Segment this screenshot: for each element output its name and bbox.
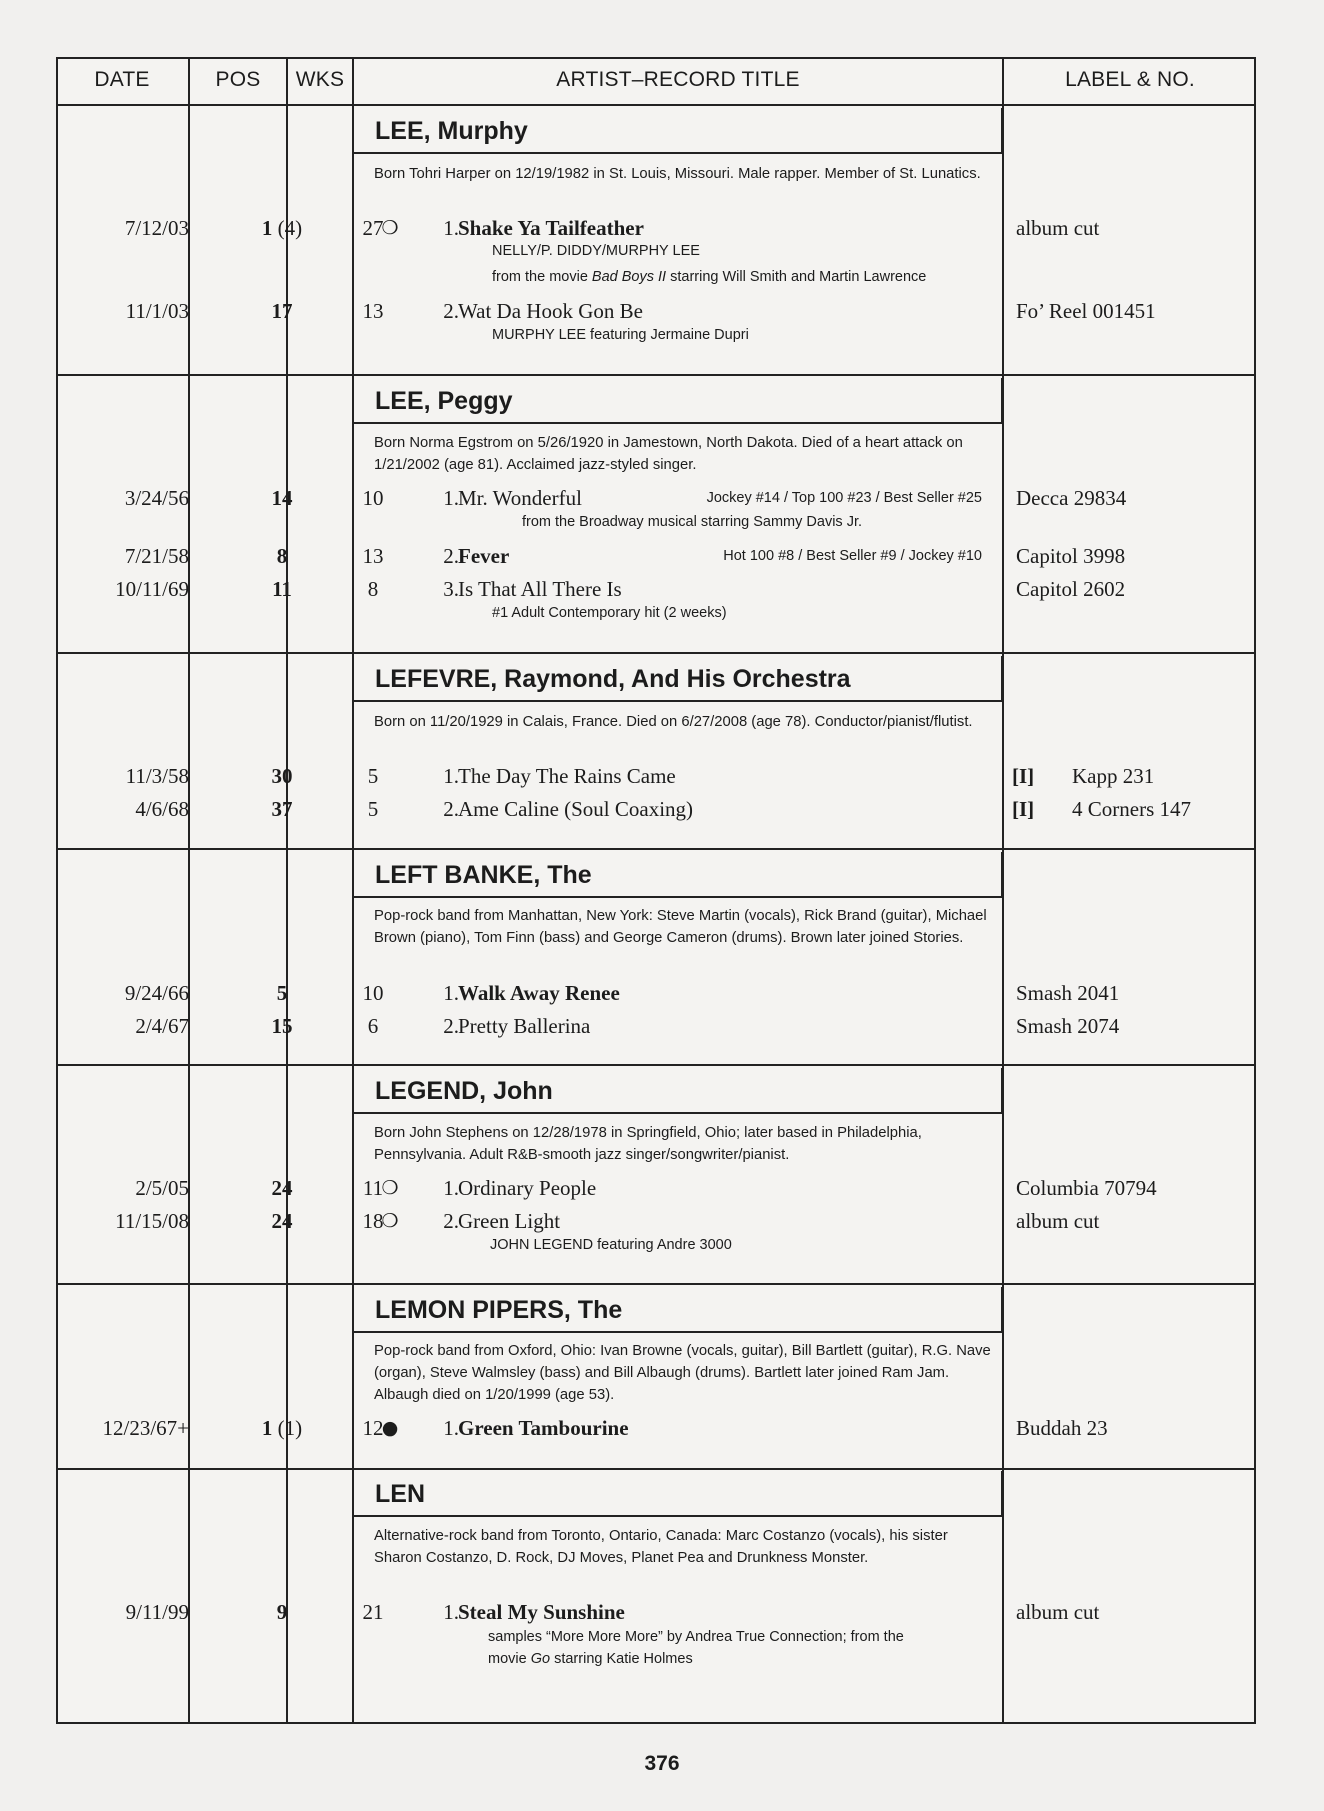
weeks-charted: 5 xyxy=(367,797,379,821)
note-line: samples “More More More” by Andrea True Connection; from the xyxy=(488,1629,904,1645)
table-row xyxy=(56,295,1256,327)
record-label: Decca 29834 xyxy=(1016,486,1127,510)
header-wks: WKS xyxy=(295,68,345,91)
record-number: 2. xyxy=(443,1209,459,1233)
peak-position: 1 (4) xyxy=(261,216,303,240)
header-artist-title: ARTIST–RECORD TITLE xyxy=(556,68,800,91)
artist-bio: Alternative-rock band from Toronto, Ontario, Canada: Marc Costanzo (vocals), his sister Sharon Costanzo, D. Rock, DJ Moves, Planet Pea and Drunkness Monster. xyxy=(374,1528,948,1566)
note-line: #1 Adult Contemporary hit (2 weeks) xyxy=(492,605,727,621)
chart-date: 9/11/99 xyxy=(125,1600,189,1624)
chart-date: 10/11/69 xyxy=(115,577,189,601)
credit-line: JOHN LEGEND featuring Andre 3000 xyxy=(490,1237,732,1253)
table-row xyxy=(56,1172,1256,1204)
table-row xyxy=(56,573,1256,605)
peak-position: 17 xyxy=(271,299,293,323)
artist-bio: Pop-rock band from Manhattan, New York: Steve Martin (vocals), Rick Brand (guitar), Michael Brown (piano), Tom Finn (bass) and George Cameron (drums). Brown later joined Stories. xyxy=(374,908,987,946)
record-title: Steal My Sunshine xyxy=(458,1600,625,1624)
credit-line: NELLY/P. DIDDY/MURPHY LEE xyxy=(492,243,700,259)
record-label: album cut xyxy=(1016,1600,1100,1624)
peak-position: 30 xyxy=(271,764,293,788)
peak-position: 11 xyxy=(272,577,292,601)
weeks-charted: 12 xyxy=(362,1416,384,1440)
note-line: from the movie Bad Boys II starring Will Smith and Martin Lawrence xyxy=(492,269,927,285)
record-title: Pretty Ballerina xyxy=(458,1014,591,1038)
instrumental-flag: [I] xyxy=(1012,797,1035,821)
record-number: 2. xyxy=(443,299,459,323)
peak-position: 5 xyxy=(276,981,288,1005)
record-title: Shake Ya Tailfeather xyxy=(458,216,644,240)
note-line: movie Go starring Katie Holmes xyxy=(488,1651,693,1667)
million-seller-icon: ● xyxy=(381,1417,399,1439)
weeks-charted: 13 xyxy=(362,544,384,568)
peak-position: 1 (1) xyxy=(261,1416,303,1440)
record-title: Green Tambourine xyxy=(458,1416,629,1440)
record-label: Kapp 231 xyxy=(1072,764,1155,788)
note-line: from the Broadway musical starring Sammy Davis Jr. xyxy=(521,514,863,530)
table-row xyxy=(56,760,1256,792)
record-title: The Day The Rains Came xyxy=(458,764,676,788)
peak-position: 8 xyxy=(276,544,288,568)
peak-position: 24 xyxy=(271,1176,293,1200)
record-label: 4 Corners 147 xyxy=(1072,797,1191,821)
record-label: Buddah 23 xyxy=(1016,1416,1108,1440)
table-row xyxy=(56,482,1256,514)
record-number: 2. xyxy=(443,797,459,821)
weeks-charted: 18 xyxy=(362,1209,384,1233)
record-label: Fo’ Reel 001451 xyxy=(1016,299,1156,323)
gold-record-icon: ❍ xyxy=(381,1210,399,1232)
table-row xyxy=(56,977,1256,1009)
weeks-charted: 27 xyxy=(362,216,384,240)
record-number: 2. xyxy=(443,544,459,568)
table-row xyxy=(56,212,1256,244)
record-title: Is That All There Is xyxy=(458,577,622,601)
record-title: Fever xyxy=(458,544,510,568)
weeks-charted: 10 xyxy=(362,486,384,510)
artist-bio: Born Tohri Harper on 12/19/1982 in St. Louis, Missouri. Male rapper. Member of St. Lunatics. xyxy=(374,166,981,182)
chart-date: 11/15/08 xyxy=(115,1209,189,1233)
artist-name: LEE, Murphy xyxy=(353,108,1003,154)
record-title: Green Light xyxy=(458,1209,561,1233)
header-pos: POS xyxy=(215,68,261,91)
record-number: 1. xyxy=(443,981,459,1005)
gold-record-icon: ❍ xyxy=(381,1177,399,1199)
chart-date: 7/21/58 xyxy=(124,544,189,568)
peak-position: 24 xyxy=(271,1209,293,1233)
record-number: 1. xyxy=(443,1600,459,1624)
section-rule xyxy=(56,1283,1256,1285)
chart-date: 7/12/03 xyxy=(124,216,189,240)
peak-position: 15 xyxy=(271,1014,293,1038)
peak-position: 37 xyxy=(271,797,293,821)
section-rule xyxy=(56,848,1256,850)
record-label: album cut xyxy=(1016,1209,1100,1233)
record-number: 1. xyxy=(443,486,459,510)
record-title: Ame Caline (Soul Coaxing) xyxy=(458,797,694,821)
artist-name: LEFT BANKE, The xyxy=(353,852,1003,898)
artist-bio: Born on 11/20/1929 in Calais, France. Died on 6/27/2008 (age 78). Conductor/pianist/flutist. xyxy=(374,714,973,730)
table-row xyxy=(56,540,1256,572)
chart-date: 4/6/68 xyxy=(135,797,189,821)
chart-date: 2/5/05 xyxy=(135,1176,189,1200)
artist-bio: Born John Stephens on 12/28/1978 in Springfield, Ohio; later based in Philadelphia, Pennsylvania. Adult R&B-smooth jazz singer/songwriter/pianist. xyxy=(374,1125,922,1163)
record-number: 3. xyxy=(443,577,459,601)
peak-position: 14 xyxy=(271,486,293,510)
instrumental-flag: [I] xyxy=(1012,764,1035,788)
section-rule xyxy=(56,652,1256,654)
chart-date: 9/24/66 xyxy=(124,981,189,1005)
record-number: 1. xyxy=(443,1416,459,1440)
section-rule xyxy=(56,1468,1256,1470)
record-number: 1. xyxy=(443,1176,459,1200)
table-row xyxy=(56,793,1256,825)
record-title: Mr. Wonderful xyxy=(458,486,582,510)
table-row xyxy=(56,1412,1256,1444)
weeks-charted: 13 xyxy=(362,299,384,323)
record-label: Smash 2041 xyxy=(1016,981,1120,1005)
artist-name: LEGEND, John xyxy=(353,1068,1003,1114)
weeks-charted: 10 xyxy=(362,981,384,1005)
record-number: 1. xyxy=(443,764,459,788)
weeks-charted: 11 xyxy=(362,1176,384,1200)
record-title: Ordinary People xyxy=(458,1176,597,1200)
record-number: 2. xyxy=(443,1014,459,1038)
header-rule xyxy=(56,104,1256,106)
chart-date: 2/4/67 xyxy=(135,1014,189,1038)
artist-name: LEE, Peggy xyxy=(353,378,1003,424)
artist-bio: Pop-rock band from Oxford, Ohio: Ivan Browne (vocals, guitar), Bill Bartlett (guitar), R.G. Nave (organ), Steve Walmsley (bass) and Bill Albaugh (drums). Bartlett later joined Ram Jam. Albaugh died on 1/20/1999 (age 53). xyxy=(374,1343,991,1403)
artist-bio: Born Norma Egstrom on 5/26/1920 in Jamestown, North Dakota. Died of a heart attack on 1/21/2002 (age 81). Acclaimed jazz-styled singer. xyxy=(374,435,963,473)
artist-name: LEN xyxy=(353,1471,1003,1517)
table-row xyxy=(56,1010,1256,1042)
chart-date: 11/1/03 xyxy=(125,299,189,323)
record-label: Smash 2074 xyxy=(1016,1014,1120,1038)
chart-note: Jockey #14 / Top 100 #23 / Best Seller #25 xyxy=(706,490,982,506)
chart-note: Hot 100 #8 / Best Seller #9 / Jockey #10 xyxy=(723,548,982,564)
section-rule xyxy=(56,374,1256,376)
weeks-charted: 21 xyxy=(362,1600,384,1624)
artist-name: LEFEVRE, Raymond, And His Orchestra xyxy=(353,656,1003,702)
record-label: Capitol 3998 xyxy=(1016,544,1126,568)
artist-name: LEMON PIPERS, The xyxy=(353,1287,1003,1333)
peak-position: 9 xyxy=(276,1600,288,1624)
gold-record-icon: ❍ xyxy=(381,217,399,239)
weeks-charted: 5 xyxy=(367,764,379,788)
table-row xyxy=(56,1205,1256,1237)
chart-date: 3/24/56 xyxy=(124,486,189,510)
credit-line: MURPHY LEE featuring Jermaine Dupri xyxy=(492,327,749,343)
record-label: Columbia 70794 xyxy=(1016,1176,1157,1200)
record-title: Walk Away Renee xyxy=(458,981,620,1005)
weeks-charted: 8 xyxy=(367,577,379,601)
record-label: Capitol 2602 xyxy=(1016,577,1126,601)
weeks-charted: 6 xyxy=(367,1014,379,1038)
header-date: DATE xyxy=(94,68,150,91)
header-label: LABEL & NO. xyxy=(1065,68,1195,91)
table-row xyxy=(56,1596,1256,1628)
chart-date: 11/3/58 xyxy=(125,764,189,788)
record-label: album cut xyxy=(1016,216,1100,240)
section-rule xyxy=(56,1064,1256,1066)
record-number: 1. xyxy=(443,216,459,240)
chart-date: 12/23/67+ xyxy=(102,1416,189,1440)
page-number: 376 xyxy=(644,1752,680,1775)
record-title: Wat Da Hook Gon Be xyxy=(458,299,643,323)
